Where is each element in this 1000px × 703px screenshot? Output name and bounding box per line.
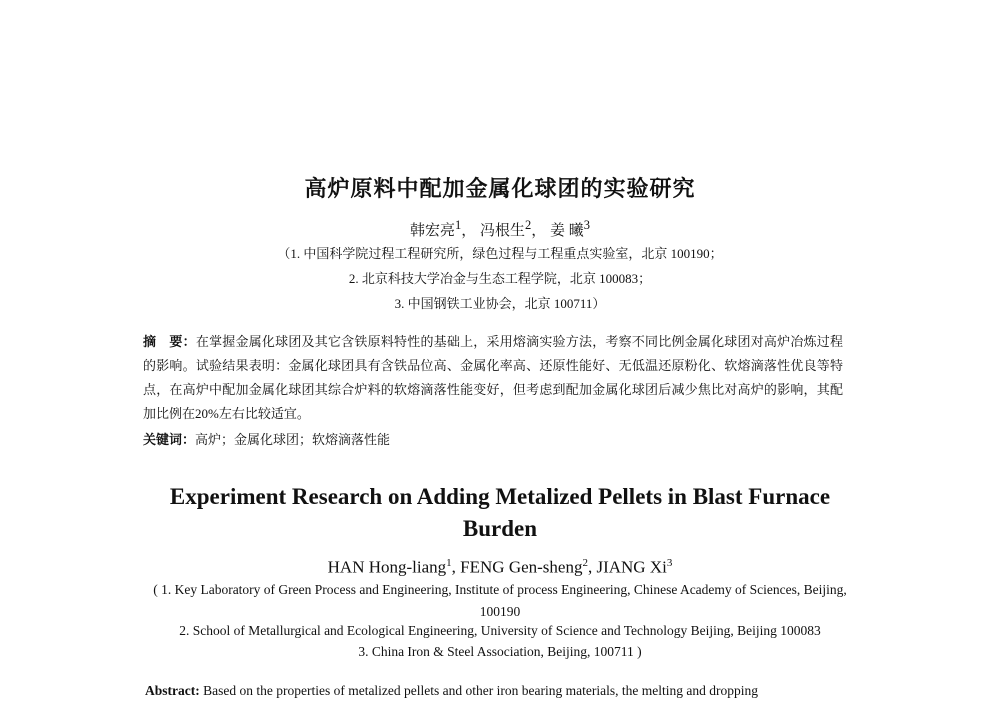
chinese-authors: 韩宏亮$^1$， 冯根生$^2$， 姜 曦$^3$ [409,218,591,239]
chinese-affiliation-1: （1. 中国科学院过程工程研究所，绿色过程与工程重点实验室，北京 100190； [277,246,723,261]
author-1: 韩宏亮 [409,223,455,239]
chinese-abstract-text: 在掌握金属化球团及其它含铁原料特性的基础上，采用熔滴实验方法，考察不同比例金属化球团对高炉冶炼过程的影响。试验结果表明：金属化球团具有含铁品位高、金属化率高、还原性能好、无低温还原粉化、软熔滴落性优良等特点，在高炉中配加金属化球团其综合炉料的软熔滴落性能变好，但考虑到配加金属化球团后减少焦比对高炉的影响，其配加比例在20%左右比较适宜。 [143,334,843,421]
english-affiliation-2: 2. School of Metallurgical and Ecological Engineering, University of Science and Technology Beijing, Beijing 100083 [179,623,821,638]
english-abstract-text: Based on the properties of metalized pellets and other iron bearing materials, the melting and dropping [203,683,758,698]
chinese-keywords [143,429,390,448]
chinese-keywords-label: 关键词： [143,432,196,447]
chinese-affiliation-2: 2. 北京科技大学冶金与生态工程学院，北京 100083； [348,271,652,286]
english-abstract [145,680,840,702]
author-2-mark: 2 [525,218,532,232]
english-affiliation-1-postcode: 100190 [479,604,521,619]
english-author-1: HAN Hong-liang [327,557,447,577]
chinese-abstract-label: 摘 要： [143,334,196,349]
chinese-title: 高炉原料中配加金属化球团的实验研究 [304,177,696,202]
chinese-abstract [143,330,843,426]
english-author-2-mark: 2 [582,557,588,569]
author-3: 姜 曦 [550,223,584,239]
english-author-3-mark: 3 [666,557,673,569]
author-1-mark: 1 [454,218,462,232]
english-title: Experiment Research on Adding Metalized Pellets in Blast Furnace Burden [169,484,831,541]
english-affiliation-1: ( 1. Key Laboratory of Green Process and Engineering, Institute of process Engineering, Chinese Academy of Sciences, Beijing, [153,582,847,597]
english-author-1-mark: 1 [446,557,452,569]
author-2: 冯根生 [479,223,525,239]
english-authors: HAN Hong-liang$^1$, FENG Gen-sheng$^2$, JIANG Xi$^3$ [327,557,673,577]
english-abstract-label: Abstract: [145,683,200,698]
english-affiliation-3: 3. China Iron & Steel Association, Beijing, 100711 ) [358,644,642,659]
chinese-affiliation-3: 3. 中国钢铁工业协会，北京 100711） [394,296,606,311]
chinese-keywords-text: 高炉；金属化球团；软熔滴落性能 [195,432,391,447]
english-author-2: FENG Gen-sheng [460,557,583,577]
author-3-mark: 3 [583,218,591,232]
english-author-3: JIANG Xi [596,557,667,577]
